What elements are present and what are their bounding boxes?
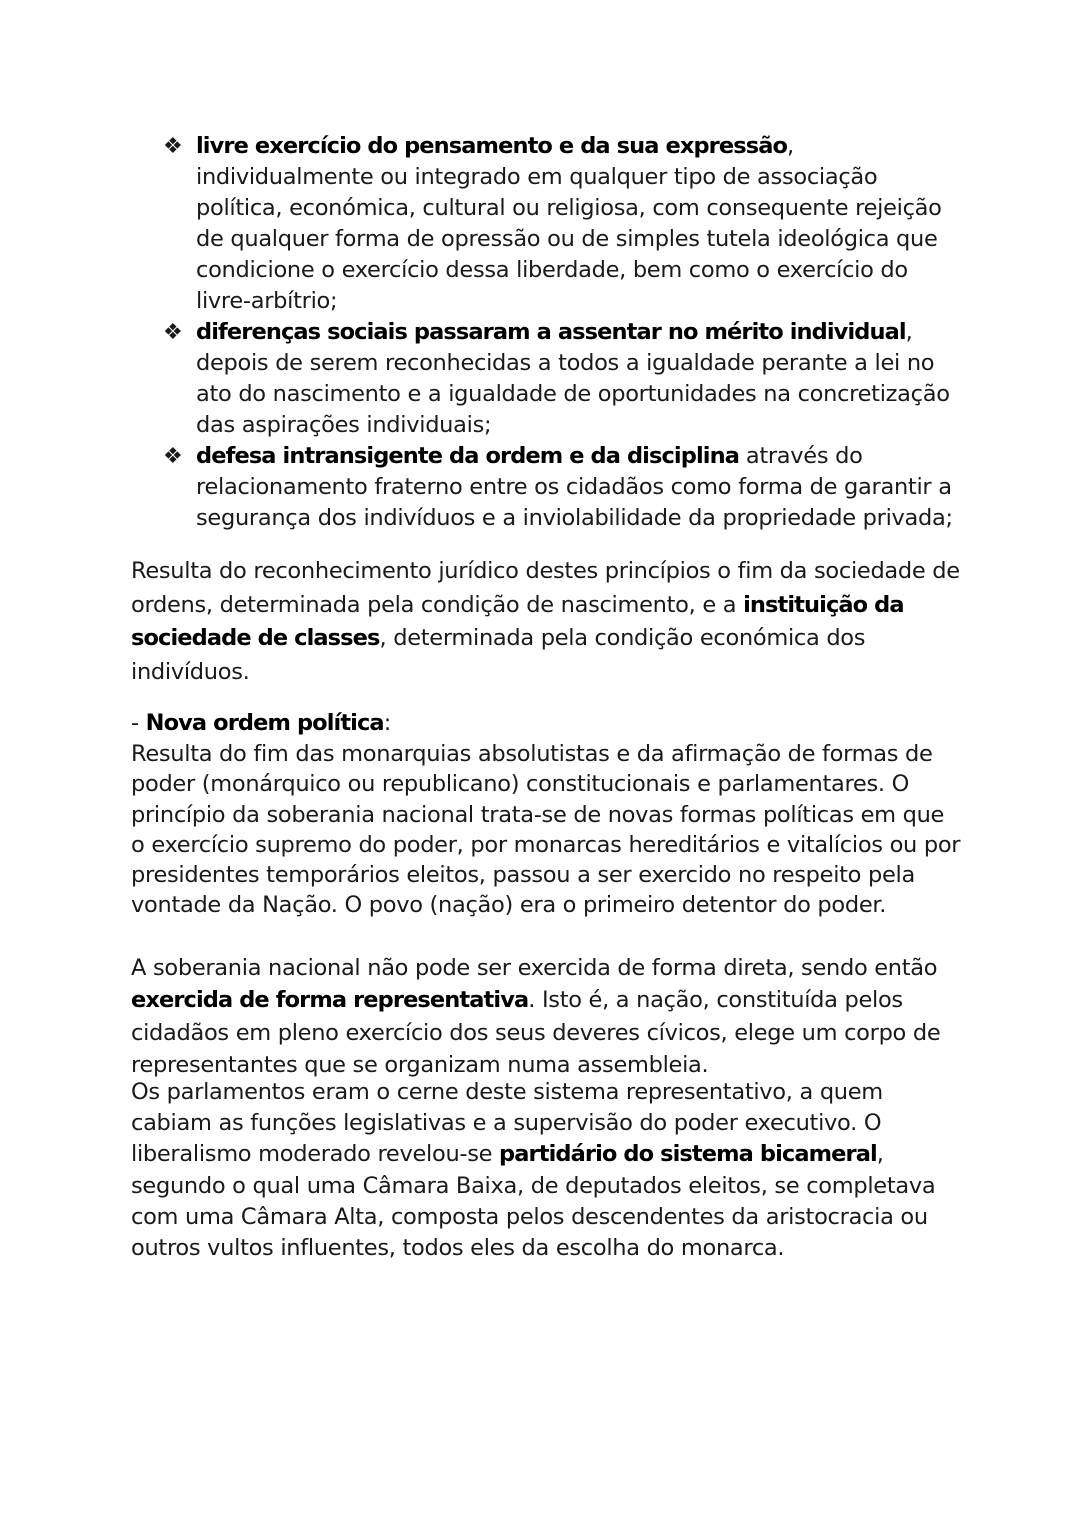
paragraph-text: . Isto é, a nação, constituída pelos cidadãos em pleno exercício dos seus deveres cívicos, elege um corpo de representantes que se organizam numa assembleia.: [131, 987, 941, 1078]
paragraph-text: Resulta do reconhecimento jurídico destes princípios o fim da sociedade de ordens, determinada pela condição de nascimento, e a: [131, 558, 960, 618]
paragraph-bold-text: instituição da sociedade de classes: [131, 591, 904, 651]
paragraph-text: , segundo o qual uma Câmara Baixa, de deputados eleitos, se completava com uma Câmara Alta, composta pelos descendentes da aristocracia ou outros vultos influentes, todos eles da escolha do monarca.: [131, 1141, 936, 1262]
paragraph-bold-text: partidário do sistema bicameral: [499, 1141, 877, 1168]
bullet-text: através do relacionamento fraterno entre os cidadãos como forma de garantir a segurança dos indivíduos e a inviolabilidade da propriedade privada;: [196, 443, 953, 531]
heading-suffix: :: [383, 710, 391, 736]
paragraph-bold-text: exercida de forma representativa: [131, 987, 529, 1014]
bullet-bold-text: diferenças sociais passaram a assentar no mérito individual: [196, 319, 906, 345]
bullet-item-order-discipline: [163, 441, 963, 534]
bullet-text: , individualmente ou integrado em qualquer tipo de associação política, económica, cultural ou religiosa, com consequente rejeição de qualquer forma de opressão ou de simples tutela ideológica que condicione o exercício dessa liberdade, bem como o exercício do livre-arbítrio;: [196, 133, 942, 314]
bullet-item-social-differences: [163, 317, 963, 441]
paragraph-new-political-order: Resulta do fim das monarquias absolutistas e da afirmação de formas de poder (monárquico ou republicano) constitucionais e parlamentares. O princípio da soberania nacional trata-se de novas formas políticas em que o exercício supremo do poder, por monarcas hereditários e vitalícios ou por presidentes temporários eleitos, passou a ser exercido no respeito pela vontade da Nação. O povo (nação) era o primeiro detentor do poder.: [131, 741, 961, 919]
diamond-bullet-icon: ❖: [163, 320, 183, 345]
bullet-item-free-thought: [163, 131, 963, 317]
paragraph-text: , determinada pela condição económica dos indivíduos.: [131, 625, 866, 685]
heading-prefix: -: [131, 710, 146, 736]
paragraph-parliaments: [131, 1077, 961, 1264]
diamond-bullet-icon: ❖: [163, 134, 183, 159]
principles-bullet-list: [163, 131, 963, 534]
bullet-text: , depois de serem reconhecidas a todos a igualdade perante a lei no ato do nascimento e a igualdade de oportunidades na concretização das aspirações individuais;: [196, 319, 950, 438]
paragraph-society-of-classes: [131, 555, 961, 689]
paragraph-text: Os parlamentos eram o cerne deste sistema representativo, a quem cabiam as funções legislativas e a supervisão do poder executivo. O liberalismo moderado revelou-se: [131, 1079, 883, 1168]
diamond-bullet-icon: ❖: [163, 444, 183, 469]
section-heading-new-political-order: [131, 708, 961, 739]
heading-bold-text: Nova ordem política: [145, 710, 384, 736]
bullet-bold-text: defesa intransigente da ordem e da disciplina: [196, 443, 739, 469]
bullet-bold-text: livre exercício do pensamento e da sua expressão: [196, 133, 788, 159]
paragraph-text: A soberania nacional não pode ser exercida de forma direta, sendo então: [131, 955, 938, 981]
paragraph-national-sovereignty: [131, 952, 961, 1081]
